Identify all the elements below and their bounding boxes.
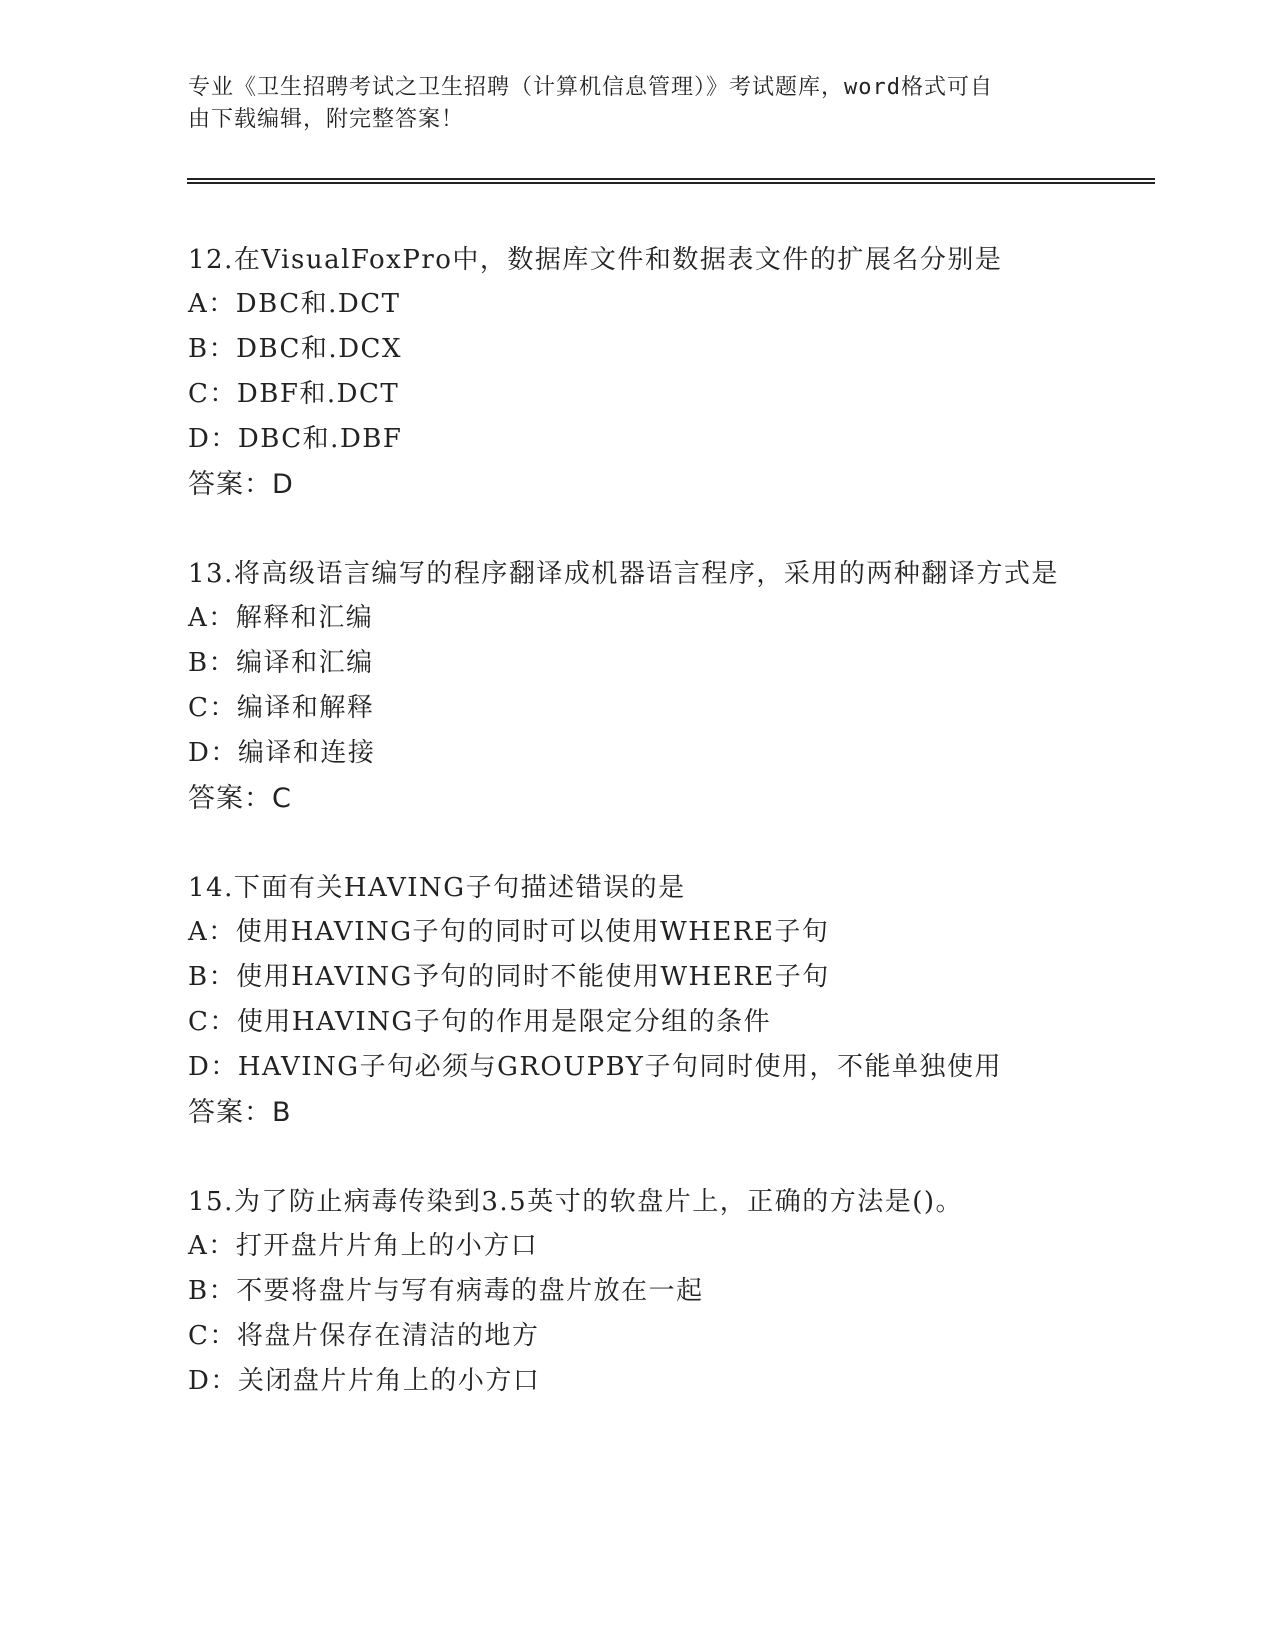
document-header bbox=[188, 72, 1068, 136]
option-a: A：解释和汇编 bbox=[188, 603, 374, 633]
option-c: C：DBF和.DCT bbox=[188, 379, 400, 409]
option-a: A：使用HAVING子句的同时可以使用WHERE子句 bbox=[188, 917, 830, 947]
header-divider-top bbox=[187, 178, 1155, 180]
question-text: 14.下面有关HAVING子句描述错误的是 bbox=[188, 873, 686, 903]
option-a: A：打开盘片片角上的小方口 bbox=[188, 1231, 539, 1261]
question-14 bbox=[188, 866, 1088, 1136]
option-b: B：不要将盘片与写有病毒的盘片放在一起 bbox=[188, 1276, 704, 1306]
option-d: D：编译和连接 bbox=[188, 738, 376, 768]
question-text: 13.将高级语言编写的程序翻译成机器语言程序，采用的两种翻译方式是 bbox=[188, 559, 1059, 589]
option-d: D：DBC和.DBF bbox=[188, 424, 403, 454]
option-a: A：DBC和.DCT bbox=[188, 289, 401, 319]
answer-label: 答案：D bbox=[188, 469, 294, 500]
header-divider-bottom bbox=[187, 182, 1155, 184]
option-d: D：关闭盘片片角上的小方口 bbox=[188, 1366, 541, 1396]
option-c: C：编译和解释 bbox=[188, 693, 375, 723]
question-text: 12.在VisualFoxPro中，数据库文件和数据表文件的扩展名分别是 bbox=[188, 245, 1003, 275]
question-15 bbox=[188, 1180, 1088, 1404]
answer-label: 答案：B bbox=[188, 1097, 292, 1128]
option-c: C：使用HAVING子句的作用是限定分组的条件 bbox=[188, 1007, 772, 1037]
option-c: C：将盘片保存在清洁的地方 bbox=[188, 1321, 540, 1351]
option-d: D：HAVING子句必须与GROUPBY子句同时使用，不能单独使用 bbox=[188, 1052, 1002, 1082]
option-b: B：使用HAVING予句的同时不能使用WHERE子句 bbox=[188, 962, 830, 992]
question-list bbox=[188, 238, 1088, 1448]
header-line-1: 专业《卫生招聘考试之卫生招聘（计算机信息管理）》考试题库，word格式可自 bbox=[188, 75, 993, 100]
header-line-2: 由下载编辑，附完整答案！ bbox=[188, 107, 465, 132]
question-13 bbox=[188, 552, 1088, 822]
question-text: 15.为了防止病毒传染到3.5英寸的软盘片上，正确的方法是()。 bbox=[188, 1187, 963, 1217]
question-12 bbox=[188, 238, 1088, 508]
answer-label: 答案：C bbox=[188, 783, 292, 814]
option-b: B：DBC和.DCX bbox=[188, 334, 402, 364]
option-b: B：编译和汇编 bbox=[188, 648, 374, 678]
